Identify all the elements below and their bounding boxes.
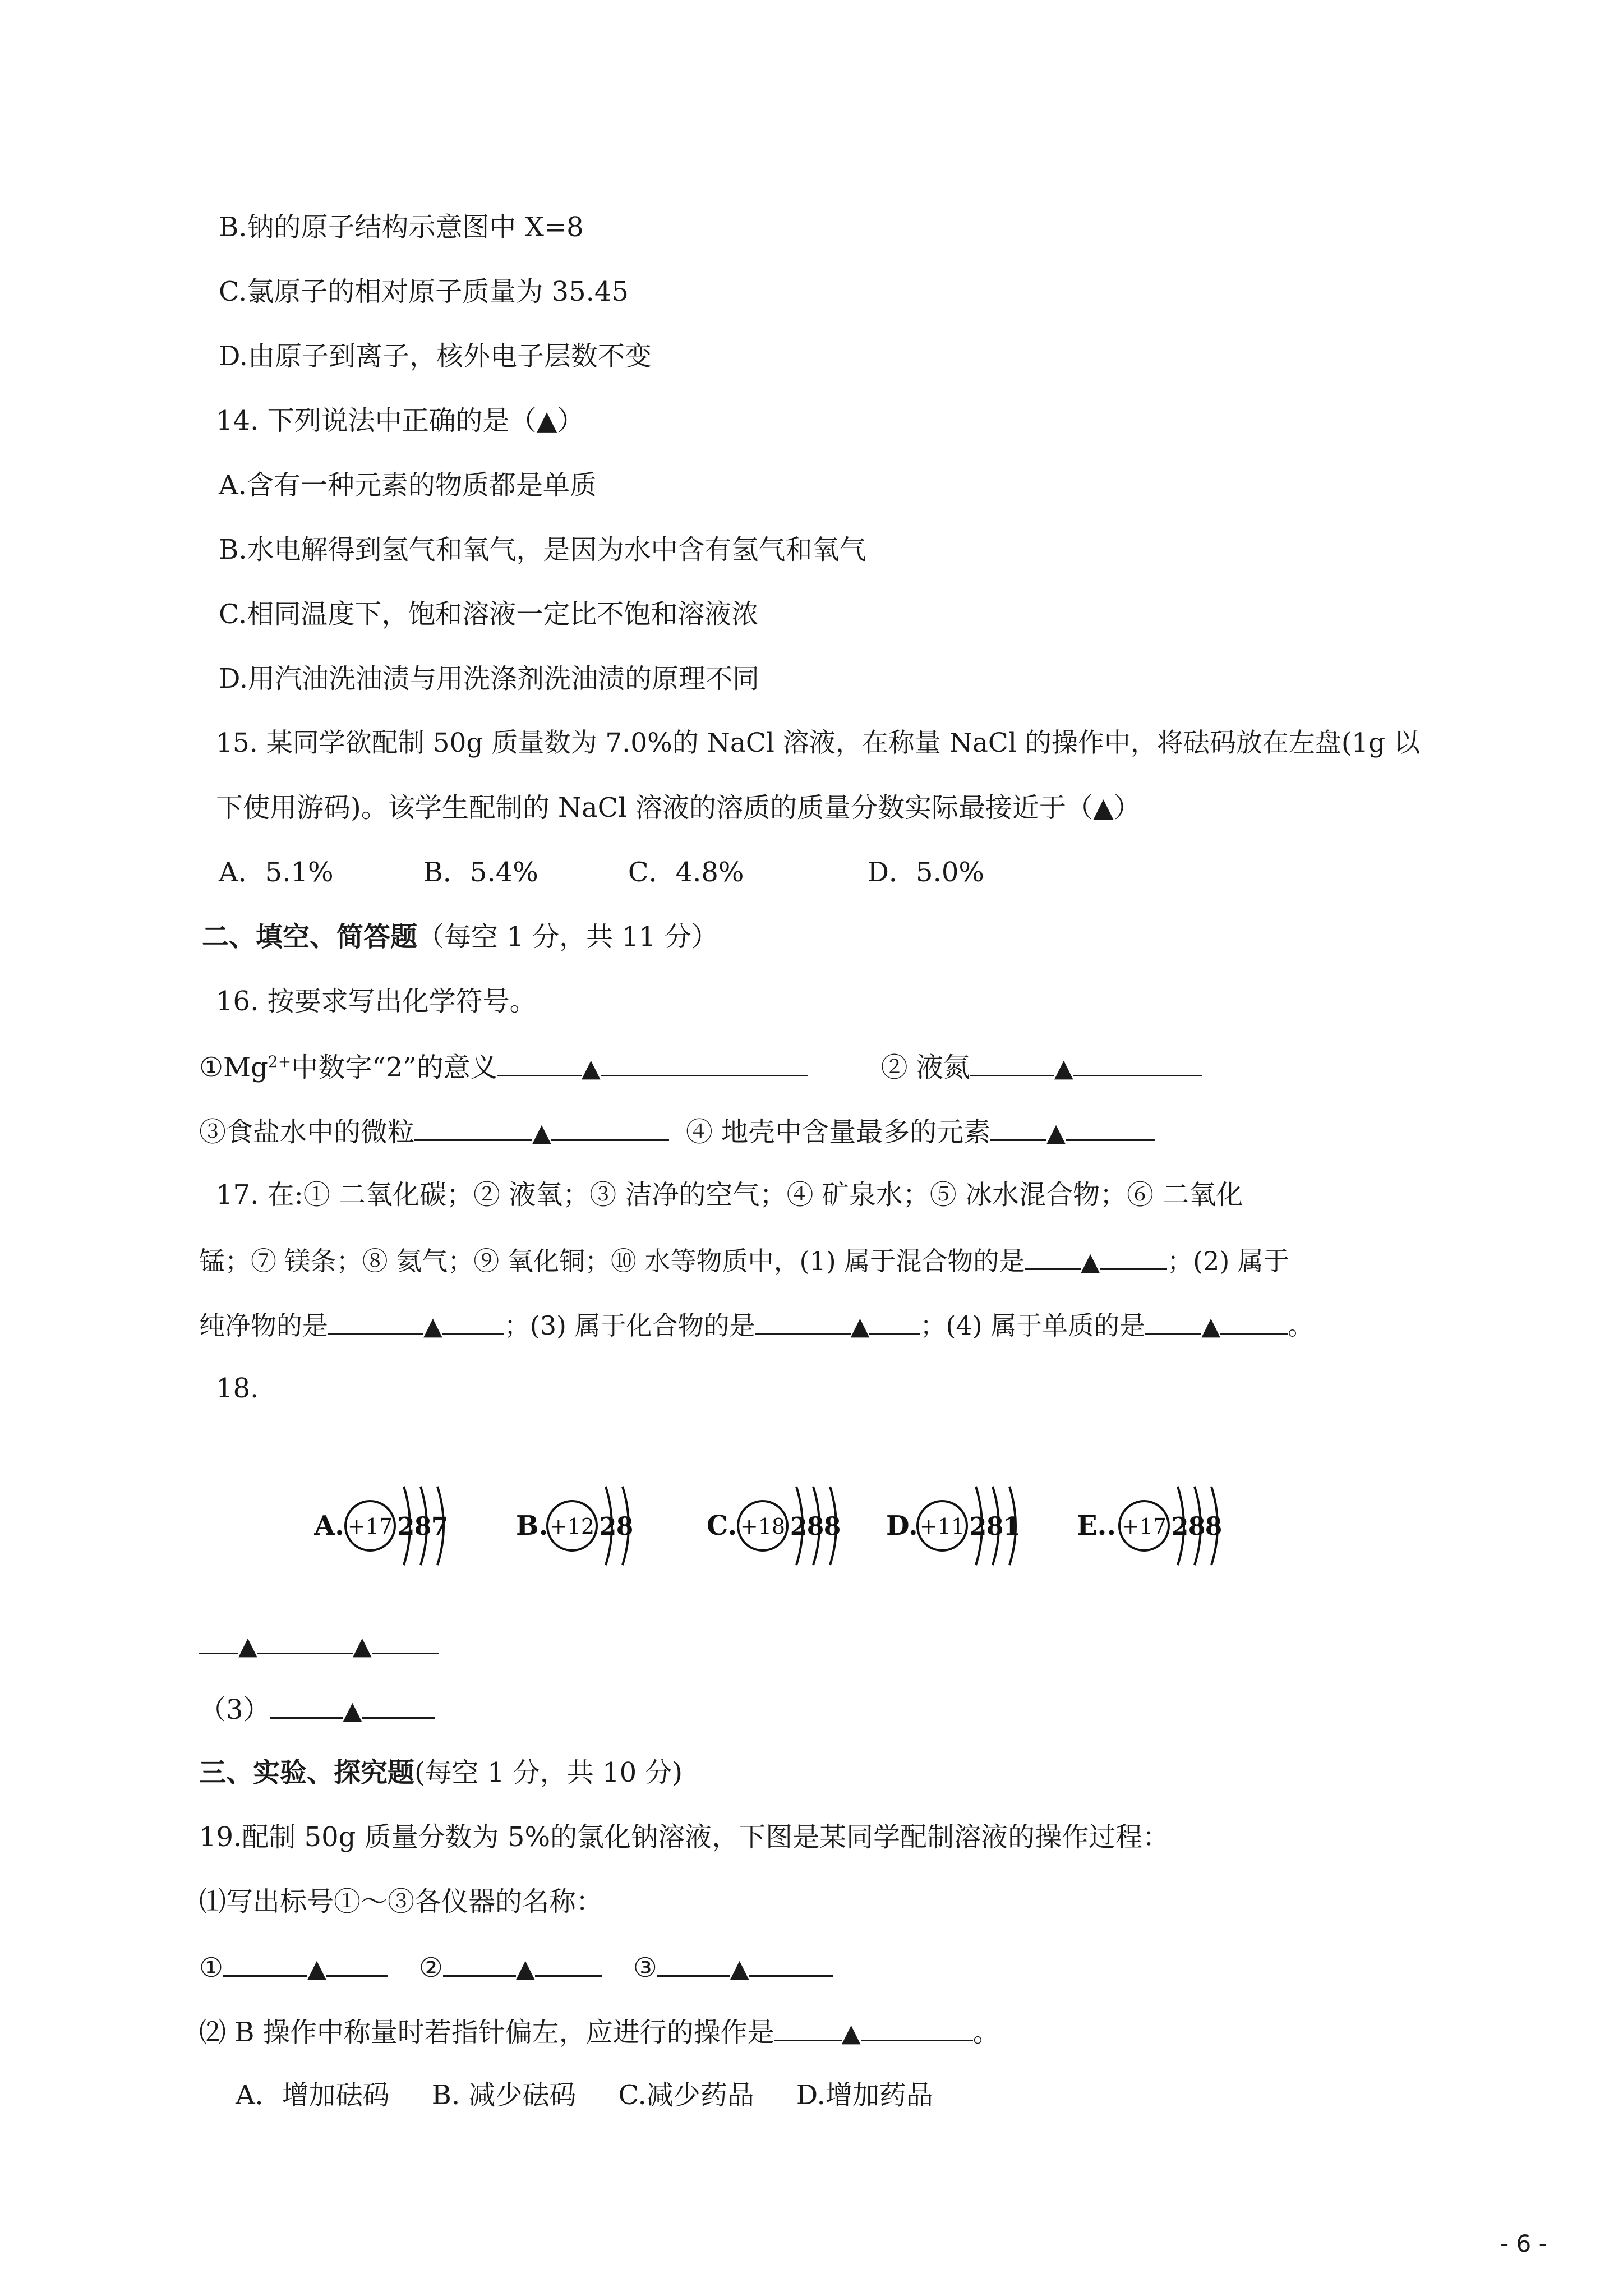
section2-heading: [202, 920, 718, 954]
q15-option-d: D．5.0%: [867, 857, 984, 888]
q17-text: 纯净物的是: [199, 1310, 328, 1341]
answer-blank[interactable]: [755, 1307, 851, 1335]
triangle-mark: ▲: [581, 1054, 601, 1083]
q19-option-d: D.增加药品: [796, 2079, 933, 2111]
section3-heading: [199, 1756, 683, 1789]
q15-stem-line2: 下使用游码)。该学生配制的 NaCl 溶液的溶质的质量分数实际最接近于（▲）: [216, 792, 1141, 823]
q19-part2-text: ⑵ B 操作中称量时若指针偏左，应进行的操作是: [199, 2017, 774, 2048]
electron-count: 8: [986, 1512, 1004, 1541]
section2-title: 二、填空、简答题: [202, 921, 418, 953]
q16-item1-superscript: 2+: [268, 1052, 292, 1071]
electron-count: 2: [599, 1512, 617, 1541]
atom-label: E..: [1077, 1510, 1117, 1542]
answer-blank[interactable]: [1025, 1243, 1081, 1270]
triangle-mark: ▲: [515, 1954, 535, 1983]
electron-count: 8: [1205, 1512, 1223, 1541]
answer-blank[interactable]: [749, 1949, 833, 1977]
nucleus-charge: +11: [919, 1514, 965, 1539]
atom-structure-diagrams: [314, 1442, 1245, 1610]
q15-option-c: C．4.8%: [628, 857, 744, 888]
q16-item1-prefix: ①Mg: [199, 1052, 268, 1083]
electron-count: 8: [806, 1512, 824, 1541]
q17-text: 。: [1288, 1310, 1314, 1341]
answer-blank[interactable]: [199, 1627, 238, 1654]
q16-row2: [199, 1114, 1155, 1150]
q18-part3: [199, 1691, 435, 1728]
triangle-mark: ▲: [730, 1954, 749, 1983]
answer-blank[interactable]: [869, 1307, 920, 1335]
answer-blank[interactable]: [443, 1949, 516, 1977]
q19-option-b: B. 减少砝码: [431, 2079, 577, 2111]
q19-options: [236, 2078, 933, 2112]
electron-count: 8: [414, 1512, 432, 1541]
answer-blank[interactable]: [328, 1307, 423, 1335]
electron-count: 2: [1171, 1512, 1189, 1541]
q14-stem: 14. 下列说法中正确的是（▲）: [216, 405, 584, 436]
answer-blank[interactable]: [970, 1049, 1054, 1076]
electron-count: 7: [431, 1512, 449, 1541]
q14-option-c: C.相同温度下，饱和溶液一定比不饱和溶液浓: [219, 599, 759, 630]
answer-blank[interactable]: [1066, 1114, 1155, 1141]
q16-stem: 16. 按要求写出化学符号。: [216, 986, 537, 1017]
electron-count: 2: [790, 1512, 808, 1541]
answer-blank[interactable]: [1145, 1307, 1201, 1335]
answer-blank[interactable]: [551, 1114, 669, 1141]
q19-part2: [199, 2014, 1000, 2050]
triangle-mark: ▲: [238, 1632, 257, 1660]
electron-count: 8: [1188, 1512, 1206, 1541]
q17-line2: [199, 1243, 1289, 1279]
answer-blank[interactable]: [1220, 1307, 1288, 1335]
answer-blank[interactable]: [442, 1307, 504, 1335]
triangle-mark: ▲: [352, 1632, 372, 1660]
answer-blank[interactable]: [1073, 1049, 1202, 1076]
answer-blank[interactable]: [362, 1691, 435, 1719]
triangle-mark: ▲: [841, 2019, 861, 2047]
electron-count: 1: [1003, 1512, 1021, 1541]
triangle-mark: ▲: [1081, 1248, 1100, 1276]
answer-blank[interactable]: [535, 1949, 602, 1977]
q14-option-d: D.用汽油洗油渍与用洗涤剂洗油渍的原理不同: [219, 663, 760, 694]
q19-label-3: ③: [633, 1952, 657, 1984]
triangle-mark: ▲: [1054, 1054, 1073, 1083]
triangle-mark: ▲: [1201, 1312, 1221, 1341]
triangle-mark: ▲: [532, 1119, 551, 1147]
q17-text: ；(3) 属于化合物的是: [504, 1310, 755, 1341]
nucleus-charge: +17: [1121, 1514, 1167, 1539]
q17-text: 锰；⑦ 镁条；⑧ 氦气；⑨ 氧化铜；⑩ 水等物质中，(1) 属于混合物的是: [199, 1246, 1025, 1276]
q17-text: ；(2) 属于: [1167, 1246, 1289, 1276]
electron-count: 2: [397, 1512, 415, 1541]
q16-item3-text: ③食盐水中的微粒: [199, 1116, 415, 1148]
page-number: - 6 -: [1500, 2230, 1547, 2257]
section3-note: (每空 1 分，共 10 分): [414, 1757, 683, 1788]
atom-label: B.: [516, 1510, 548, 1542]
q19-option-a: A．增加砝码: [236, 2079, 390, 2111]
q18-part3-label: （3）: [199, 1694, 270, 1726]
q18-number: 18.: [216, 1373, 259, 1404]
triangle-mark: ▲: [1046, 1119, 1066, 1147]
q19-part1: ⑴写出标号①～③各仪器的名称：: [199, 1886, 603, 1917]
q19-stem: 19.配制 50g 质量分数为 5%的氯化钠溶液，下图是某同学配制溶液的操作过程：: [199, 1821, 1170, 1853]
section2-note: （每空 1 分，共 11 分）: [417, 921, 718, 953]
atom-label: D.: [886, 1510, 918, 1542]
q13-option-d: D.由原子到离子，核外电子层数不变: [219, 341, 652, 372]
nucleus-charge: +17: [347, 1514, 393, 1539]
triangle-mark: ▲: [343, 1696, 362, 1725]
answer-blank[interactable]: [270, 1691, 343, 1719]
triangle-mark: ▲: [423, 1312, 442, 1341]
atom-label: A.: [314, 1510, 344, 1542]
triangle-mark: ▲: [850, 1312, 870, 1341]
q13-option-c: C.氯原子的相对原子质量为 35.45: [219, 276, 629, 307]
answer-blank[interactable]: [861, 2014, 973, 2041]
answer-blank[interactable]: [601, 1049, 808, 1076]
q13-option-b: B.钠的原子结构示意图中 X=8: [219, 211, 584, 243]
q16-item2-text: ② 液氮: [880, 1052, 970, 1083]
q15-option-b: B．5.4%: [423, 857, 538, 888]
q17-line3: [199, 1307, 1313, 1343]
q15-stem-line1: 15. 某同学欲配制 50g 质量数为 7.0%的 NaCl 溶液，在称量 NaCl 的操作中，将砝码放在左盘(1g 以: [216, 728, 1421, 758]
answer-blank[interactable]: [326, 1949, 388, 1977]
q17-text: ；(4) 属于单质的是: [920, 1310, 1146, 1341]
electron-count: 8: [616, 1512, 634, 1541]
electron-count: 2: [969, 1512, 987, 1541]
q15-options: [219, 855, 984, 889]
answer-blank[interactable]: [774, 2014, 842, 2041]
q17-line1: 17. 在:① 二氧化碳；② 液氧；③ 洁净的空气；④ 矿泉水；⑤ 冰水混合物；⑥ 二氧化: [216, 1179, 1243, 1211]
q19-part1-answers: [199, 1949, 833, 1986]
q19-label-2: ②: [418, 1952, 443, 1984]
nucleus-charge: +18: [740, 1514, 786, 1539]
q15-option-a: A．5.1%: [219, 857, 334, 888]
nucleus-charge: +12: [549, 1514, 595, 1539]
q19-part2-end: 。: [972, 2017, 1000, 2048]
q16-item4-text: ④ 地壳中含量最多的元素: [685, 1116, 991, 1148]
answer-blank[interactable]: [257, 1627, 353, 1654]
q19-option-c: C.减少药品: [618, 2079, 754, 2111]
q16-row1: [199, 1049, 1202, 1085]
answer-blank[interactable]: [1100, 1243, 1167, 1270]
answer-blank[interactable]: [414, 1114, 532, 1141]
answer-blank[interactable]: [657, 1949, 730, 1977]
section3-title: 三、实验、探究题: [199, 1757, 415, 1788]
atom-label: C.: [707, 1510, 737, 1542]
answer-blank[interactable]: [372, 1627, 439, 1654]
electron-count: 8: [823, 1512, 841, 1541]
answer-blank[interactable]: [497, 1049, 582, 1076]
answer-blank[interactable]: [223, 1949, 307, 1977]
q18-answer-row: [199, 1627, 439, 1663]
q16-item1-text: 中数字“2”的意义: [291, 1052, 497, 1083]
q14-option-b: B.水电解得到氢气和氧气，是因为水中含有氢气和氧气: [219, 534, 866, 565]
triangle-mark: ▲: [307, 1954, 326, 1983]
q14-option-a: A.含有一种元素的物质都是单质: [219, 470, 597, 501]
answer-blank[interactable]: [990, 1114, 1046, 1141]
q19-label-1: ①: [199, 1952, 224, 1984]
